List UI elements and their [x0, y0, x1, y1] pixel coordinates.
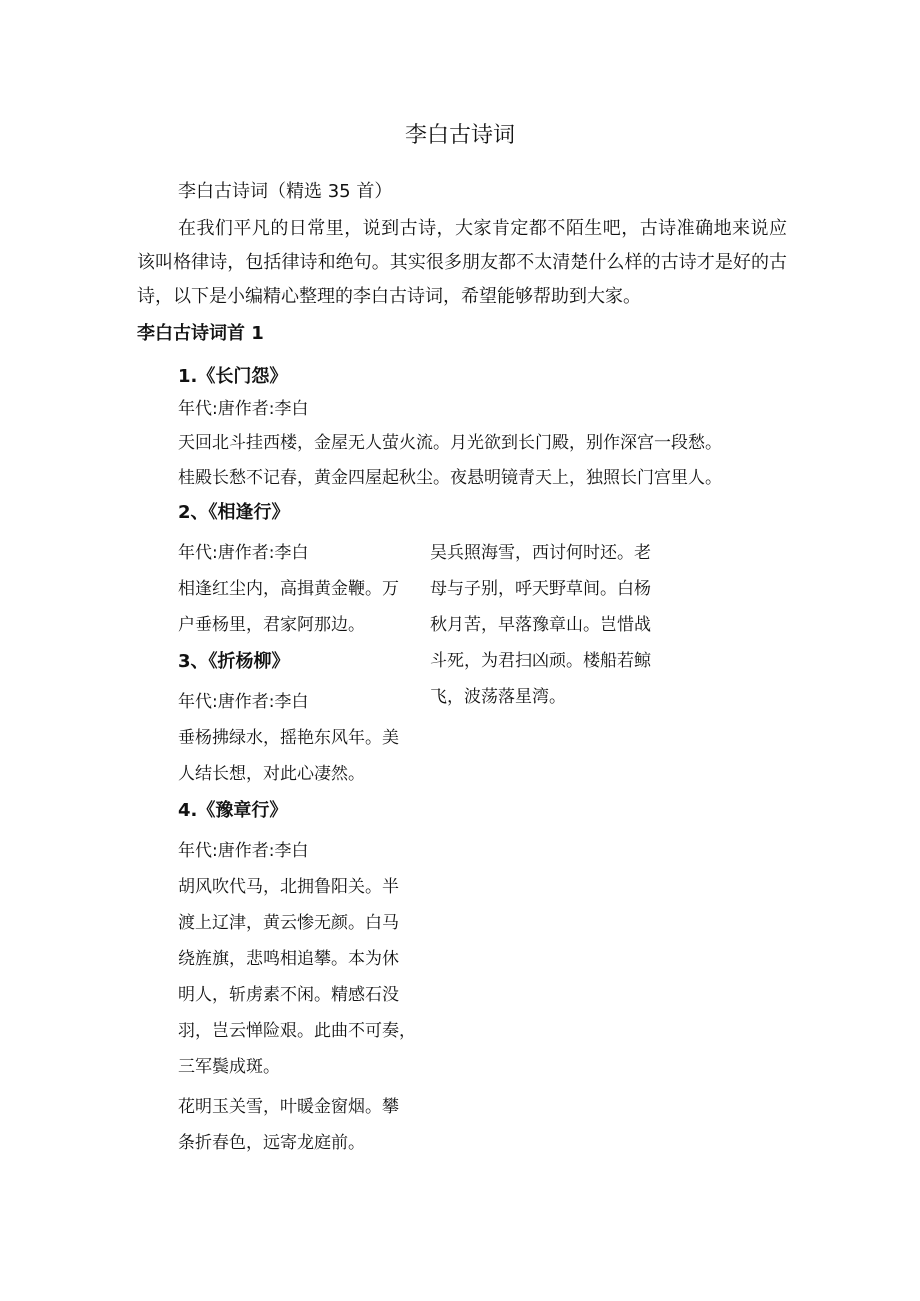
poem-line: 羽，岂云惮险艰。此曲不可奏，	[178, 1021, 416, 1041]
poem-line: 斗死，为君扫凶顽。楼船若鲸	[430, 651, 651, 671]
poem-line: 渡上辽津，黄云惨无颜。白马	[178, 913, 399, 933]
poem-line: 人结长想，对此心凄然。	[178, 764, 365, 784]
poem-meta: 年代:唐作者:李白	[178, 692, 309, 712]
poem-line: 相逢红尘内，高揖黄金鞭。万	[178, 579, 399, 599]
poem-body	[178, 426, 778, 496]
right-column	[430, 535, 680, 715]
poem-line: 吴兵照海雪，西讨何时还。老	[430, 543, 651, 563]
poem-line: 天回北斗挂西楼，金屋无人萤火流。月光欲到长门殿，别作深宫一段愁。	[178, 433, 722, 453]
left-column	[178, 535, 430, 1161]
poem-title: 2、《相逢行》	[178, 502, 290, 523]
poem-line: 花明玉关雪，叶暖金窗烟。攀	[178, 1097, 399, 1117]
poem-line: 飞，波荡落星湾。	[430, 687, 566, 707]
poem-title: 4.《豫章行》	[178, 800, 288, 821]
poem-meta: 年代:唐作者:李白	[178, 399, 309, 419]
intro-paragraph: 在我们平凡的日常里，说到古诗，大家肯定都不陌生吧，古诗准确地来说应该叫格律诗，包括律诗和绝句。其实很多朋友都不太清楚什么样的古诗才是好的古诗，以下是小编精心整理的李白古诗词，希望能够帮助到大家。	[137, 218, 787, 307]
document-title: 李白古诗词	[404, 123, 515, 148]
poem-line: 绕旌旗，悲鸣相追攀。本为休	[178, 949, 399, 969]
poem-line: 垂杨拂绿水，摇艳东风年。美	[178, 728, 399, 748]
poem-line: 条折春色，远寄龙庭前。	[178, 1133, 365, 1153]
poem-title: 1.《长门怨》	[178, 366, 288, 387]
poem-line: 桂殿长愁不记春，黄金四屋起秋尘。夜悬明镜青天上，独照长门宫里人。	[178, 468, 722, 488]
poem-line: 母与子别，呼天野草间。白杨	[430, 579, 651, 599]
poem-line: 三军鬓成斑。	[178, 1057, 280, 1077]
poem-line: 秋月苦，早落豫章山。岂惜战	[430, 615, 651, 635]
document-subtitle: 李白古诗词（精选 35 首）	[178, 181, 393, 202]
section-heading: 李白古诗词首 1	[137, 323, 264, 344]
poem-title: 3、《折杨柳》	[178, 651, 290, 672]
poem-meta: 年代:唐作者:李白	[178, 543, 309, 563]
poem-line: 胡风吹代马，北拥鲁阳关。半	[178, 877, 399, 897]
poem-meta: 年代:唐作者:李白	[178, 841, 309, 861]
poem-line: 明人，斩虏素不闲。精感石没	[178, 985, 399, 1005]
poem-line: 户垂杨里，君家阿那边。	[178, 615, 365, 635]
